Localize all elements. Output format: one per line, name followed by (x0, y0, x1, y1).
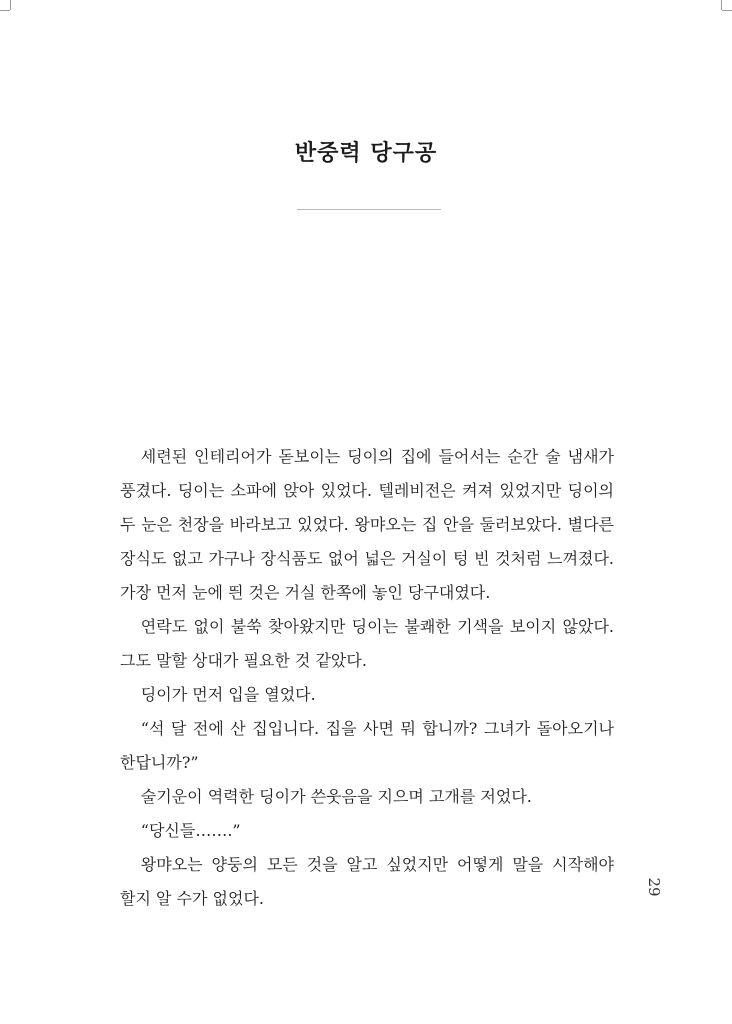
paragraph: 왕먀오는 양둥의 모든 것을 알고 싶었지만 어떻게 말을 시작해야 할지 알 수가 없었다. (120, 855, 614, 908)
paragraph: 딩이가 먼저 입을 열었다. (140, 685, 316, 704)
paragraph: “석 달 전에 산 집입니다. 집을 사면 뭐 합니까? 그녀가 돌아오기나 한답니까?” (120, 719, 614, 772)
paragraph: “당신들…….” (140, 821, 241, 840)
page-number: 29 (645, 877, 663, 897)
title-divider (297, 209, 441, 210)
paragraph: 세련된 인테리어가 돋보이는 딩이의 집에 들어서는 순간 술 냄새가 풍겼다. 딩이는 소파에 앉아 있었다. 텔레비전은 켜져 있었지만 딩이의 두 눈은 천장을 바라보고 있었다. 왕먀오는 집 안을 둘러보았다. 별다른 장식도 없고 가구나 장식품도 없어 넓은 거실이 텅 빈 것처럼 느껴졌다. 가장 먼저 눈에 띈 것은 거실 한쪽에 놓인 당구대였다. (120, 447, 614, 602)
crop-mark-top-left-vertical (10, 0, 11, 10)
paragraph: 연락도 없이 불쑥 찾아왔지만 딩이는 불쾌한 기색을 보이지 않았다. 그도 말할 상대가 필요한 것 같았다. (120, 617, 614, 670)
crop-mark-top-left-horizontal (0, 10, 10, 11)
paragraph: 술기운이 역력한 딩이가 쓴웃음을 지으며 고개를 저었다. (140, 787, 532, 806)
chapter-title: 반중력 당구공 (294, 141, 438, 166)
body-text (120, 440, 614, 916)
crop-mark-top-right-vertical (721, 0, 722, 10)
crop-mark-top-right-horizontal (722, 10, 732, 11)
